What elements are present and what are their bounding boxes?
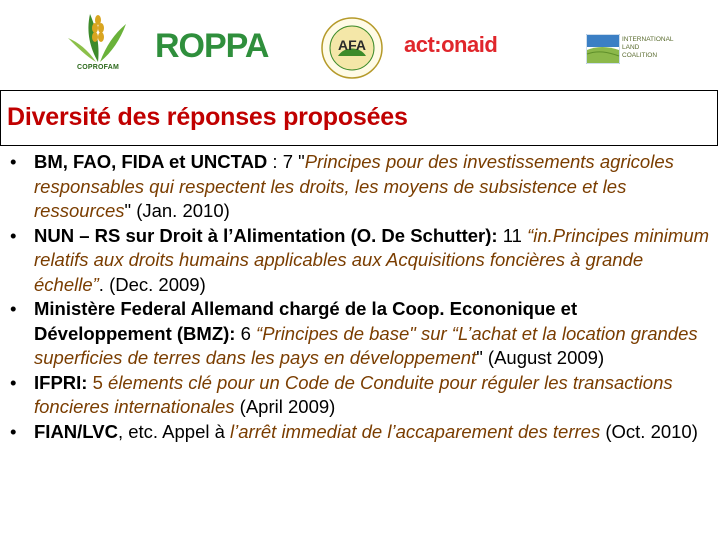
bullet-icon: • bbox=[10, 371, 17, 393]
bullet-italic: Principes pour des investissements agricoles responsables qui respectent les droits, les moyens de subsistence et les ressources bbox=[34, 151, 674, 221]
ilc-line: LAND bbox=[622, 44, 640, 51]
landscape-icon bbox=[586, 34, 620, 64]
page-title: Diversité des réponses proposées bbox=[7, 103, 408, 131]
bullet-icon: • bbox=[10, 151, 17, 172]
afa-logo bbox=[320, 16, 384, 80]
bullet-lead: IFPRI: bbox=[34, 371, 88, 393]
bullet-tail: (Oct. 2010) bbox=[600, 420, 698, 442]
bullet-list bbox=[10, 150, 715, 444]
bullet-tail: " (Jan. 2010) bbox=[124, 200, 230, 221]
bullet-sep: : 7 " bbox=[267, 151, 305, 172]
bullet-icon: • bbox=[10, 420, 17, 442]
roppa-logo bbox=[155, 24, 275, 68]
list-item bbox=[10, 297, 715, 371]
coprofam-label: COPROFAM bbox=[76, 64, 120, 71]
bullet-tail: (April 2009) bbox=[234, 396, 336, 417]
bullet-lead: FIAN/LVC bbox=[34, 420, 118, 442]
bullet-lead: NUN – RS sur Droit à l’Alimentation (O. De Schutter): bbox=[34, 224, 498, 246]
bullet-sep: 11 bbox=[497, 224, 528, 246]
list-item bbox=[10, 224, 715, 298]
logo-strip bbox=[0, 0, 720, 88]
coprofam-logo bbox=[60, 10, 136, 86]
bullet-lead: Ministère Federal Allemand chargé de la Coop. Econonique et Développement (BMZ): bbox=[34, 298, 578, 344]
ilc-line: INTERNATIONAL bbox=[622, 36, 674, 43]
ilc-label bbox=[622, 36, 674, 60]
bullet-tail: " (August 2009) bbox=[476, 347, 605, 368]
bullet-sep: 5 bbox=[87, 371, 109, 393]
wheat-leaf-icon bbox=[60, 10, 136, 64]
list-item bbox=[10, 371, 715, 420]
bullet-sep: , etc. Appel à bbox=[117, 420, 231, 442]
bullet-italic: l’arrêt immediat de l’accaparement des terres bbox=[230, 420, 601, 442]
title-bar bbox=[0, 90, 718, 146]
bullet-italic: élements clé pour un Code de Conduite pour réguler les transactions foncieres internationales bbox=[34, 371, 673, 417]
bullet-italic: “in.Principes minimum relatifs aux droits humains applicables aux Acquisitions foncières à grande échelle” bbox=[34, 224, 710, 295]
bullet-icon: • bbox=[10, 298, 17, 319]
ilc-logo bbox=[586, 34, 680, 66]
bullet-icon: • bbox=[10, 224, 17, 246]
actionaid-label: act:onaid bbox=[404, 32, 498, 57]
bullet-tail: . (Dec. 2009) bbox=[98, 273, 206, 295]
list-item bbox=[10, 150, 715, 224]
bullet-italic: “Principes de base" sur “L’achat et la location grandes superficies de terres dans les pays en développement bbox=[34, 322, 698, 368]
bullet-sep: 6 bbox=[235, 322, 257, 344]
ilc-line: COALITION bbox=[622, 52, 658, 59]
bullet-lead: BM, FAO, FIDA et UNCTAD bbox=[34, 151, 268, 172]
list-item bbox=[10, 420, 715, 445]
roppa-label: ROPPA bbox=[155, 27, 269, 65]
afa-label: AFA bbox=[338, 37, 366, 53]
afa-seal-icon bbox=[320, 16, 384, 80]
actionaid-logo bbox=[404, 30, 534, 60]
